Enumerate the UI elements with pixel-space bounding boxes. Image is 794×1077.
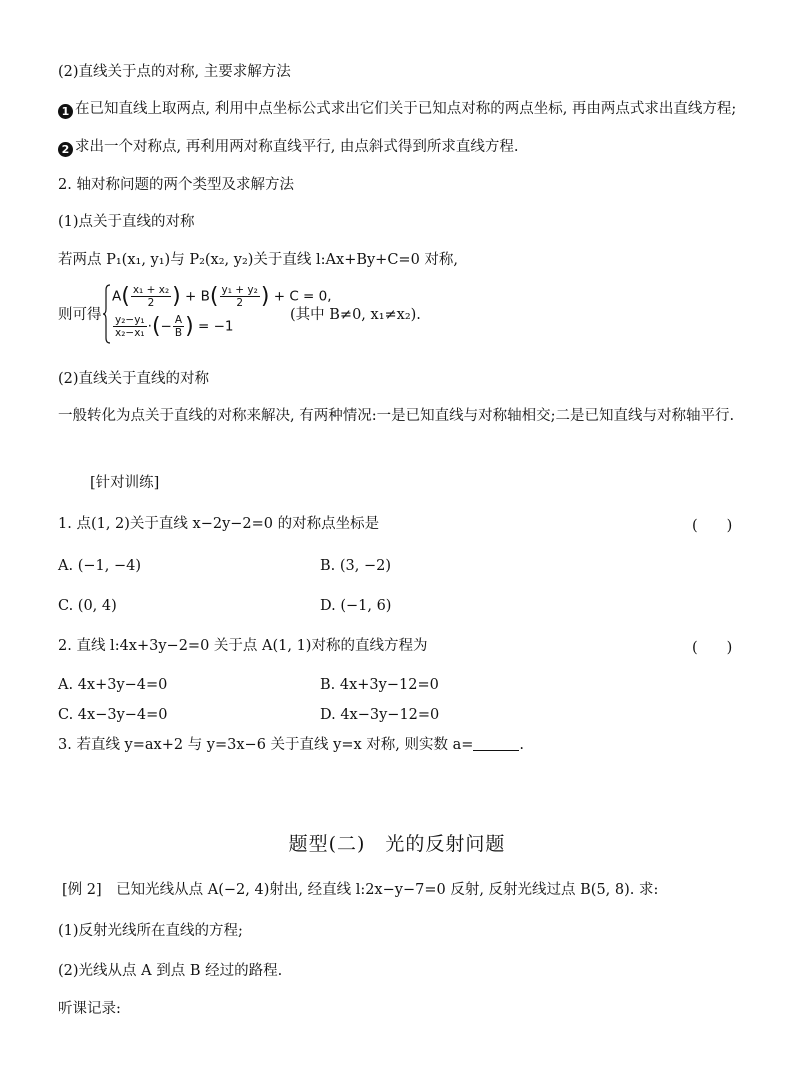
eq1-coef-a: A bbox=[112, 288, 122, 305]
training-label: [针对训练] bbox=[90, 475, 160, 491]
q1-option-b: B. (3, −2) bbox=[320, 558, 392, 574]
eq2-slope-fraction: $\frac{\text{y₂−y₁}}{\text{x₂−x₁}}$ bbox=[115, 314, 145, 339]
question-2-answer-bracket: ( ) bbox=[692, 640, 733, 656]
section-title-light-reflection: 题型(二) 光的反射问题 bbox=[288, 833, 506, 855]
equation-system-brace bbox=[103, 284, 111, 344]
example-2-statement: [例 2] 已知光线从点 A(−2, 4)射出, 经直线 l:2x−y−7=0 反射, 反射光线过点 B(5, 8). 求: bbox=[62, 882, 659, 898]
q1-option-a: A. (−1, −4) bbox=[58, 558, 141, 574]
q1-option-d: D. (−1, 6) bbox=[320, 598, 392, 614]
answer-blank bbox=[473, 736, 519, 751]
eq2-inner-fraction: $\frac{A}{B}$ bbox=[174, 314, 183, 339]
method-item-1 bbox=[58, 99, 736, 119]
circled-number-2: 2 bbox=[58, 142, 73, 157]
condition-note: (其中 B≠0, x₁≠x₂). bbox=[290, 307, 421, 323]
lecture-notes-label: 听课记录: bbox=[58, 1001, 121, 1017]
method-item-2-text: 求出一个对称点, 再利用两对称直线平行, 由点斜式得到所求直线方程. bbox=[75, 139, 519, 155]
question-3: 3. 若直线 y=ax+2 与 y=3x−6 关于直线 y=x 对称, 则实数 a= . bbox=[58, 737, 525, 753]
q2-option-b: B. 4x+3y−12=0 bbox=[320, 677, 439, 693]
method-item-1-text: 在已知直线上取两点, 利用中点坐标公式求出它们关于已知点对称的两点坐标, 再由两点式求出直线方程; bbox=[75, 101, 737, 117]
heading-point-symmetry: (2)直线关于点的对称, 主要求解方法 bbox=[58, 64, 291, 80]
line-line-symmetry-text: 一般转化为点关于直线的对称来解决, 有两种情况:一是已知直线与对称轴相交;二是已知直线与对称轴平行. bbox=[58, 408, 735, 424]
circled-number-1: 1 bbox=[58, 104, 73, 119]
q1-option-c: C. (0, 4) bbox=[58, 598, 117, 614]
q2-option-a: A. 4x+3y−4=0 bbox=[58, 677, 168, 693]
eq1-fraction-y: $\frac{\text{y₁ + y₂}}{2}$ bbox=[221, 284, 258, 309]
eq1-fraction-x: $\frac{\text{x₁ + x₂}}{2}$ bbox=[132, 284, 170, 309]
q2-option-d: D. 4x−3y−12=0 bbox=[320, 707, 440, 723]
eq1-mid: + B bbox=[180, 288, 210, 305]
example-2-part-2: (2)光线从点 A 到点 B 经过的路程. bbox=[58, 963, 283, 979]
eq2-end: = −1 bbox=[193, 318, 234, 335]
question-2: 2. 直线 l:4x+3y−2=0 关于点 A(1, 1)对称的直线方程为 bbox=[58, 638, 428, 654]
heading-point-line-symmetry: (1)点关于直线的对称 bbox=[58, 214, 195, 230]
equation-line-1: A( $\frac{\text{x₁ + x₂}}{2}$ ) + B( $\frac{\text{y₁ + y₂}}{2}$ ) + C = 0, bbox=[112, 284, 332, 309]
question-3-text: 3. 若直线 y=ax+2 与 y=3x−6 关于直线 y=x 对称, 则实数 a= bbox=[58, 737, 474, 753]
eq1-end: + C = 0, bbox=[269, 288, 332, 305]
question-1-answer-bracket: ( ) bbox=[692, 518, 733, 534]
method-item-2 bbox=[58, 137, 519, 157]
question-1: 1. 点(1, 2)关于直线 x−2y−2=0 的对称点坐标是 bbox=[58, 516, 380, 532]
then-label: 则可得 bbox=[58, 307, 102, 323]
example-2-part-1: (1)反射光线所在直线的方程; bbox=[58, 923, 243, 939]
equation-line-2: $\frac{\text{y₂−y₁}}{\text{x₂−x₁}}$ ·(− $\frac{A}{B}$ ) = −1 bbox=[115, 314, 234, 339]
heading-axis-symmetry: 2. 轴对称问题的两个类型及求解方法 bbox=[58, 177, 294, 193]
heading-line-line-symmetry: (2)直线关于直线的对称 bbox=[58, 371, 210, 387]
symmetric-points-statement: 若两点 P₁(x₁, y₁)与 P₂(x₂, y₂)关于直线 l:Ax+By+C=0 对称, bbox=[58, 252, 459, 268]
q2-option-c: C. 4x−3y−4=0 bbox=[58, 707, 168, 723]
